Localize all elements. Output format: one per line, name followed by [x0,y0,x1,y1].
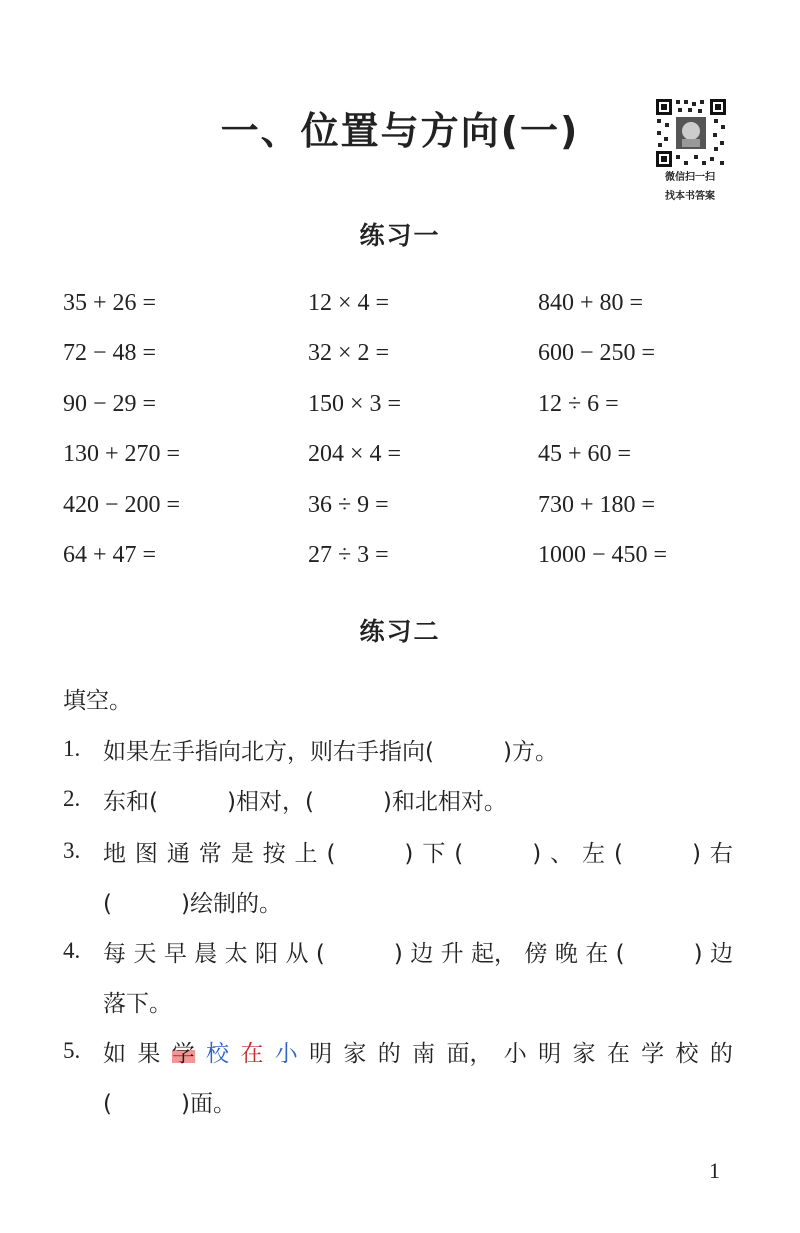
highlighted-char: 在 [240,1040,264,1067]
question-5 [63,1026,733,1126]
answer-blank[interactable]: ( ) [615,940,703,967]
equation: 32 × 2 = [308,340,390,367]
answer-blank[interactable]: ( ) [454,840,542,867]
char: 面， [446,1040,493,1067]
equation: 150 × 3 = [308,390,402,417]
char: 早 [163,940,187,967]
qr-code-icon[interactable] [654,97,728,169]
question-number: 1. [63,736,81,761]
equation: 27 ÷ 3 = [308,541,389,568]
question-text-line1 [103,1035,733,1068]
qr-caption-line1: 微信扫一扫 [665,172,715,183]
char: 地 [103,840,126,867]
char: 每 [103,940,126,967]
equation: 12 × 4 = [308,290,390,316]
answer-blank[interactable]: ( ) [326,840,414,867]
equation-grid [63,286,763,588]
question-number: 5. [63,1038,81,1063]
char: 左 [582,840,606,867]
question-text-line1 [103,935,733,968]
char: 升 [440,940,464,967]
equation: 204 × 4 = [308,441,402,468]
char: 天 [133,940,157,967]
char: 图 [134,840,158,867]
equation: 600 − 250 = [538,340,656,367]
char: 晚 [554,940,578,967]
char: 在 [585,940,609,967]
char: 右 [709,840,733,867]
page-title: 一、位置与方向(一) [220,109,580,153]
char: 、 [550,840,574,867]
char: 的 [377,1040,401,1067]
question-text: 东和( )相对，( )和北相对。 [103,788,507,815]
char: 果 [137,1040,161,1067]
question-text-line2: 落下。 [103,990,172,1017]
equation: 1000 − 450 = [538,541,668,568]
question-number: 2. [63,786,81,811]
instruction-text: 填空。 [63,688,132,714]
char: 学 [641,1040,665,1067]
char: 校 [675,1040,699,1067]
question-text-line1 [103,835,733,868]
equation: 130 + 270 = [63,441,181,468]
equation: 90 − 29 = [63,390,157,417]
char: 明 [538,1040,562,1067]
equation: 72 − 48 = [63,340,157,367]
highlighted-char: 学 [172,1035,195,1068]
question-text-line2: ( )面。 [103,1090,236,1117]
equation: 840 + 80 = [538,290,644,316]
section-title-2: 练习二 [359,617,441,646]
char: 如 [103,1040,126,1067]
char: 的 [709,1040,733,1067]
char: 按 [262,840,286,867]
char: 阳 [255,940,279,967]
equation: 35 + 26 = [63,290,157,316]
equation: 45 + 60 = [538,441,632,468]
question-number: 3. [63,838,81,863]
char: 通 [166,840,190,867]
char: 家 [343,1040,367,1067]
char: 边 [410,940,434,967]
question-text: 如果左手指向北方，则右手指向( )方。 [103,738,558,765]
page-number: 1 [709,1158,720,1183]
char: 明 [309,1040,333,1067]
highlighted-char: 校 [206,1040,230,1067]
equation: 12 ÷ 6 = [538,390,619,417]
char: 在 [606,1040,630,1067]
equation: 730 + 180 = [538,491,656,518]
question-text-line2: ( )绘制的。 [103,890,282,917]
char: 起， [471,940,518,967]
qr-caption-line2: 找本书答案 [665,191,715,202]
char: 下 [422,840,446,867]
char: 家 [572,1040,596,1067]
char: 从 [285,940,309,967]
char: 小 [503,1040,527,1067]
question-1 [63,724,733,774]
char: 是 [230,840,254,867]
answer-blank[interactable]: ( ) [315,940,403,967]
question-2 [63,774,733,824]
highlighted-char: 小 [274,1040,298,1067]
char: 太 [224,940,248,967]
equation: 420 − 200 = [63,491,181,518]
equation: 64 + 47 = [63,541,157,568]
question-3 [63,826,733,926]
question-number: 4. [63,938,81,963]
equation: 36 ÷ 9 = [308,491,389,518]
section-title-1: 练习一 [359,221,441,250]
char: 傍 [524,940,548,967]
char: 上 [294,840,318,867]
char: 边 [710,940,733,967]
answer-blank[interactable]: ( ) [613,840,701,867]
char: 南 [412,1040,436,1067]
char: 常 [198,840,222,867]
question-4 [63,926,733,1026]
char: 晨 [194,940,218,967]
